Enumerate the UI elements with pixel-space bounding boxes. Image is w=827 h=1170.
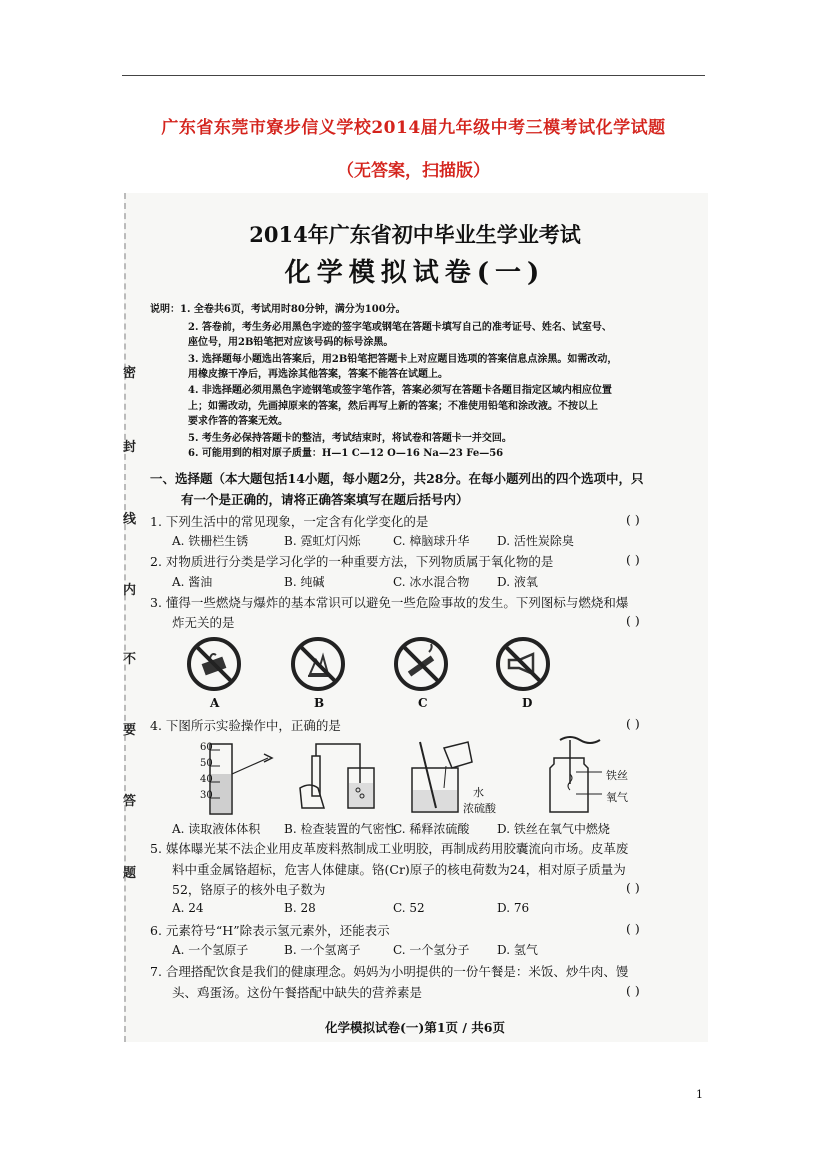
exam-subtitle: 化学模拟试卷(一) bbox=[284, 258, 546, 288]
question-3: 3. 懂得一些燃烧与爆炸的基本常识可以避免一些危险事故的发生。下列图标与燃烧和爆 bbox=[150, 595, 629, 610]
note-1: 说明：1. 全卷共6页，考试用时80分钟，满分为100分。 bbox=[150, 304, 406, 315]
answer-paren-6: ( ) bbox=[626, 921, 640, 936]
question-5-cont2: 52，铬原子的核外电子数为 bbox=[172, 882, 326, 897]
q1-option-d: D. 活性炭除臭 bbox=[497, 534, 574, 548]
note-4-cont: 上；如需改动，先画掉原来的答案，然后再写上新的答案；不准使用铅笔和涂改液。不按以上 bbox=[188, 401, 598, 412]
q2-option-b: B. 纯碱 bbox=[284, 575, 325, 589]
document-subtitle: （无答案，扫描版） bbox=[337, 161, 490, 181]
airtightness-check-figure bbox=[290, 738, 390, 816]
note-3-cont: 用橡皮擦干净后，再选涂其他答案，答案不能答在试题上。 bbox=[188, 369, 448, 380]
side-label-feng: 封 bbox=[123, 440, 137, 455]
side-label-bu: 不 bbox=[123, 652, 137, 667]
sign-label-a: A bbox=[210, 696, 220, 710]
q5-option-b: B. 28 bbox=[284, 901, 316, 915]
cylinder-tick-30: 30 bbox=[200, 790, 213, 801]
cylinder-tick-50: 50 bbox=[200, 758, 213, 769]
section-heading: 一、选择题（本大题包括14小题，每小题2分，共28分。在每小题列出的四个选项中，只 bbox=[150, 471, 644, 486]
cylinder-tick-60: 60 bbox=[200, 742, 213, 753]
q6-option-c: C. 一个氢分子 bbox=[393, 943, 470, 957]
answer-paren-2: ( ) bbox=[626, 552, 640, 567]
q1-option-c: C. 樟脑球升华 bbox=[393, 534, 470, 548]
top-rule bbox=[122, 75, 705, 76]
q6-option-b: B. 一个氢离子 bbox=[284, 943, 361, 957]
question-5-cont: 料中重金属铬超标，危害人体健康。铬(Cr)原子的核电荷数为24，相对原子质量为 bbox=[172, 862, 626, 877]
answer-paren-4: ( ) bbox=[626, 716, 640, 731]
document-title: 广东省东莞市寮步信义学校2014届九年级中考三模考试化学试题 bbox=[161, 118, 666, 138]
sign-label-c: C bbox=[418, 696, 428, 710]
q2-option-c: C. 冰水混合物 bbox=[393, 575, 470, 589]
question-4: 4. 下图所示实验操作中，正确的是 bbox=[150, 718, 341, 733]
q2-option-d: D. 液氧 bbox=[497, 575, 538, 589]
sign-label-b: B bbox=[314, 696, 325, 710]
iron-wire-label: 铁丝 bbox=[606, 769, 628, 782]
q5-option-d: D. 76 bbox=[497, 901, 530, 915]
answer-paren-1: ( ) bbox=[626, 512, 640, 527]
page-number: 1 bbox=[696, 1088, 703, 1101]
q1-option-a: A. 铁栅栏生锈 bbox=[172, 534, 249, 548]
side-label-xian: 线 bbox=[123, 512, 137, 527]
no-open-flame-sign-icon bbox=[290, 636, 346, 692]
note-6: 6. 可能用到的相对原子质量：H—1 C—12 O—16 Na—23 Fe—56 bbox=[188, 448, 504, 459]
no-horn-sign-icon bbox=[495, 636, 551, 692]
q2-option-a: A. 酱油 bbox=[172, 575, 213, 589]
section-heading-cont: 有一个是正确的，请将正确答案填写在题后括号内） bbox=[181, 492, 469, 507]
side-label-nei: 内 bbox=[123, 583, 137, 598]
question-5: 5. 媒体曝光某不法企业用皮革废料熬制成工业明胶，再制成药用胶囊流向市场。皮革废 bbox=[150, 841, 629, 856]
side-label-ti: 题 bbox=[123, 866, 137, 881]
note-2-cont: 座位号，用2B铅笔把对应该号码的标号涂黑。 bbox=[188, 337, 394, 348]
question-1: 1. 下列生活中的常见现象，一定含有化学变化的是 bbox=[150, 514, 429, 529]
exam-page-footer: 化学模拟试卷(一)第1页 / 共6页 bbox=[325, 1020, 505, 1035]
q5-option-c: C. 52 bbox=[393, 901, 425, 915]
note-2: 2. 答卷前，考生务必用黑色字迹的签字笔或钢笔在答题卡填写自己的准考证号、姓名、试室号、 bbox=[188, 322, 612, 333]
side-label-mi: 密 bbox=[123, 366, 137, 381]
no-fire-sign-icon bbox=[186, 636, 242, 692]
q6-option-a: A. 一个氢原子 bbox=[172, 943, 249, 957]
question-3-cont: 炸无关的是 bbox=[172, 615, 235, 630]
q4-option-c: C. 稀释浓硫酸 bbox=[393, 822, 470, 836]
oxygen-label: 氧气 bbox=[606, 791, 628, 804]
cylinder-tick-40: 40 bbox=[200, 774, 213, 785]
question-2: 2. 对物质进行分类是学习化学的一种重要方法，下列物质属于氧化物的是 bbox=[150, 554, 554, 569]
sign-label-d: D bbox=[522, 696, 533, 710]
no-smoking-sign-icon bbox=[393, 636, 449, 692]
side-label-yao: 要 bbox=[123, 723, 137, 738]
q6-option-d: D. 氢气 bbox=[497, 943, 538, 957]
note-4-cont2: 要求作答的答案无效。 bbox=[188, 416, 288, 427]
q5-option-a: A. 24 bbox=[172, 901, 204, 915]
q4-option-a: A. 读取液体体积 bbox=[172, 822, 261, 836]
q4-option-b: B. 检查装置的气密性 bbox=[284, 822, 397, 836]
note-4: 4. 非选择题必须用黑色字迹钢笔或签字笔作答，答案必须写在答题卡各题目指定区域内相应位置 bbox=[188, 385, 612, 396]
answer-paren-5: ( ) bbox=[626, 880, 640, 895]
answer-paren-3: ( ) bbox=[626, 613, 640, 628]
question-7-cont: 头、鸡蛋汤。这份午餐搭配中缺失的营养素是 bbox=[172, 985, 423, 1000]
q4-option-d: D. 铁丝在氧气中燃烧 bbox=[497, 822, 610, 836]
conc-acid-label: 浓硫酸 bbox=[463, 802, 496, 815]
graduated-cylinder-figure bbox=[180, 738, 280, 816]
note-5: 5. 考生务必保持答题卡的整洁，考试结束时，将试卷和答题卡一并交回。 bbox=[188, 433, 512, 444]
question-7: 7. 合理搭配饮食是我们的健康理念。妈妈为小明提供的一份午餐是：米饭、炒牛肉、馒 bbox=[150, 964, 629, 979]
question-6: 6. 元素符号“H”除表示氢元素外，还能表示 bbox=[150, 923, 390, 938]
answer-paren-7: ( ) bbox=[626, 983, 640, 998]
note-3: 3. 选择题每小题选出答案后，用2B铅笔把答题卡上对应题目选项的答案信息点涂黑。如需改动， bbox=[188, 354, 618, 365]
exam-title: 2014年广东省初中毕业生学业考试 bbox=[249, 222, 581, 247]
side-label-da: 答 bbox=[123, 794, 137, 809]
water-label: 水 bbox=[473, 786, 484, 799]
q1-option-b: B. 霓虹灯闪烁 bbox=[284, 534, 361, 548]
iron-wire-combustion-figure bbox=[540, 734, 650, 816]
